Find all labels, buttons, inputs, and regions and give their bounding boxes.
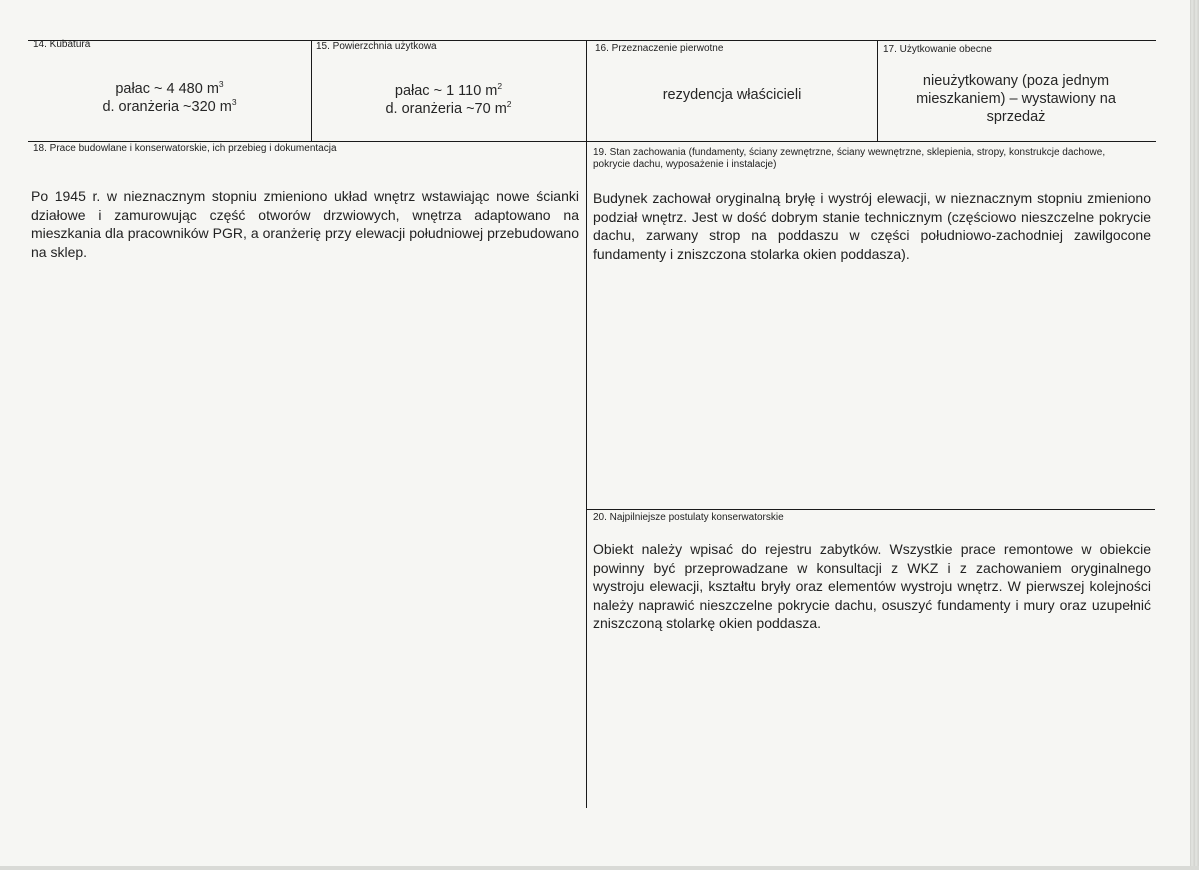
field-20-value: Obiekt należy wpisać do rejestru zabytków. Wszystkie prace remontowe w obiekcie powinny być przeprowadzane w konsultacji z WKZ i z zachowaniem oryginalnego wystroju elewacji, kształtu bryły oraz elementów wystroju wnętrz. W pierwszej kolejności należy naprawić nieszczelne pokrycie dachu, osuszyć fundamenty i mury oraz uzupełnić zniszczoną stolarkę okien poddasza.: [593, 541, 1151, 631]
field-15-line2: d. oranżeria ~70 m: [385, 101, 507, 117]
section-20-rule: [587, 509, 1155, 510]
page-bottom-edge: [0, 866, 1199, 870]
unit-exponent: 2: [497, 81, 503, 91]
field-15-line1: pałac ~ 1 110 m: [394, 83, 498, 99]
page-edge: [1190, 0, 1199, 870]
field-14-value: [28, 80, 311, 116]
field-15-label: 15. Powierzchnia użytkowa: [316, 41, 437, 52]
center-divider: [586, 40, 587, 808]
field-19-value: Budynek zachował oryginalną bryłę i wystrój elewacji, w nieznacznym stopniu zmieniono podział wnętrz. Jest w dość dobrym stanie technicznym (częściowo nieszczelne pokrycie dachu, zarwany strop na poddaszu w części południowo-zachodniej zawilgocone fundamenty i zniszczona stolarka okien poddasza).: [593, 190, 1151, 262]
field-14-line2: d. oranżeria ~320 m: [102, 99, 232, 115]
row-divider: [28, 141, 1156, 142]
field-18-value: Po 1945 r. w nieznacznym stopniu zmieniono układ wnętrz wstawiając nowe ścianki działowe i zamurowując część otworów drzwiowych, wnętrza adaptowano na mieszkania dla pracowników PGR, a oranżerię przy elewacji południowej przebudowano na sklep.: [31, 188, 579, 260]
field-18-label: 18. Prace budowlane i konserwatorskie, ich przebieg i dokumentacja: [33, 143, 337, 154]
top-rule: [28, 40, 1156, 41]
field-16-label: 16. Przeznaczenie pierwotne: [595, 43, 724, 54]
divider-16-17: [877, 40, 878, 141]
unit-exponent: 3: [231, 97, 237, 107]
field-17-value: nieużytkowany (poza jednym mieszkaniem) – wystawiony na sprzedaż: [916, 73, 1116, 125]
field-14-label: 14. Kubatura: [33, 39, 91, 50]
field-14-line1: pałac ~ 4 480 m: [115, 81, 219, 97]
field-19-label: 19. Stan zachowania (fundamenty, ściany zewnętrzne, ściany wewnętrzne, sklepienia, stropy, konstrukcje dachowe, pokrycie dachu, wyposażenie i instalacje): [593, 147, 1106, 170]
field-17-label: 17. Użytkowanie obecne: [883, 44, 992, 55]
unit-exponent: 3: [218, 79, 224, 89]
field-15-value: [311, 82, 586, 118]
field-16-value: rezydencja właścicieli: [662, 87, 802, 103]
field-20-label: 20. Najpilniejsze postulaty konserwatorskie: [593, 512, 784, 523]
unit-exponent: 2: [506, 99, 512, 109]
